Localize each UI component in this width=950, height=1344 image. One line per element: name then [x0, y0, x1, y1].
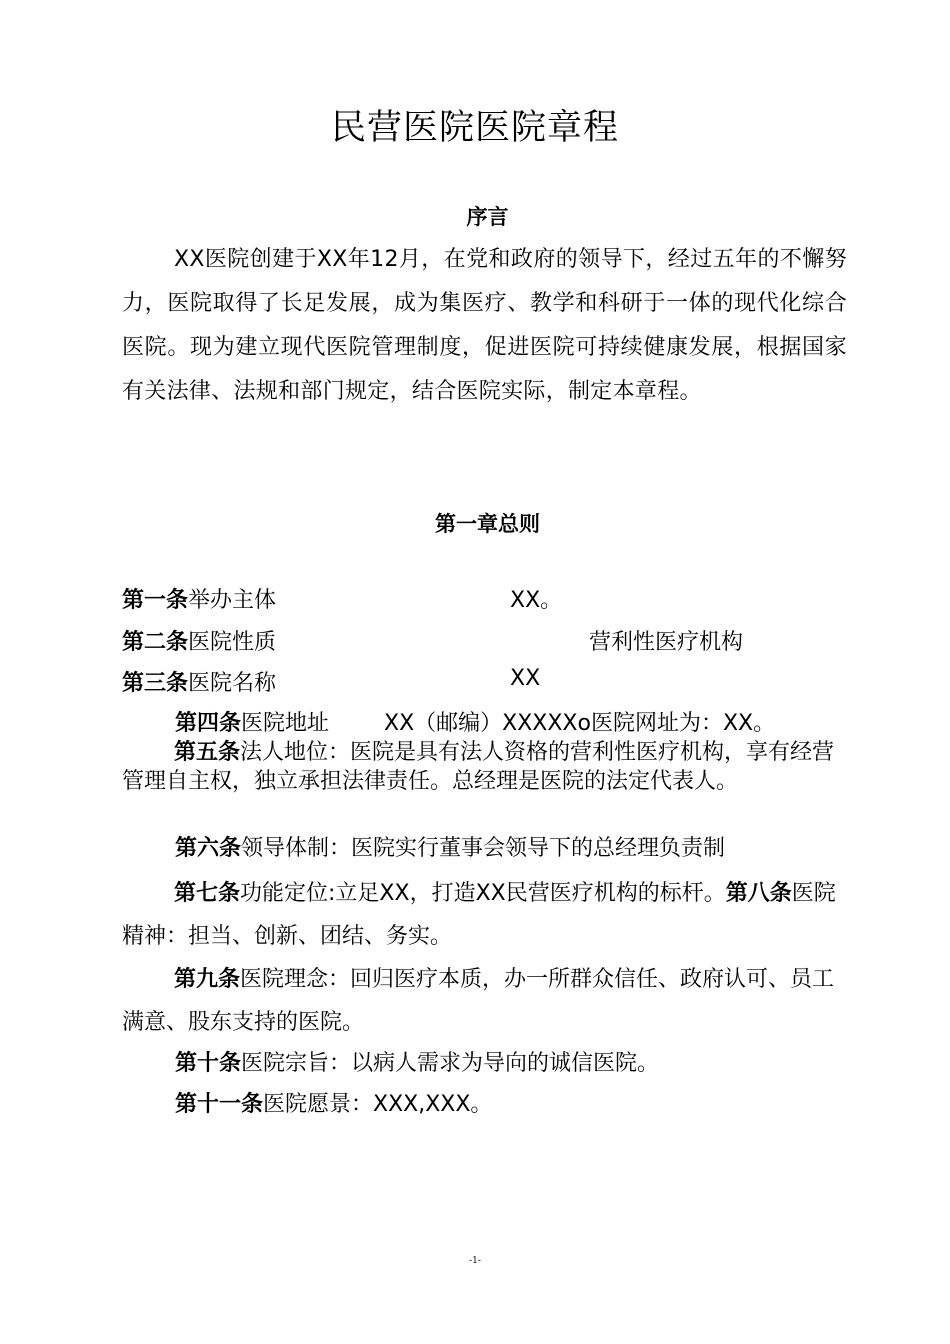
article-1-value: XX。: [510, 588, 563, 613]
article-text: 法人地位：医院是具有法人资格的营利性医疗机构，享有经营管理自主权，独立承担法律责任。总经理是医院的法定代表人。: [122, 740, 835, 794]
article-text: 领导体制：医院实行董事会领导下的总经理负责制: [241, 836, 726, 861]
article-label: 第五条: [174, 740, 241, 765]
article-label: 第十条: [175, 1051, 242, 1076]
document-title: 民营医院医院章程: [330, 108, 619, 148]
article-10: [175, 1046, 659, 1077]
article-label: 第八条: [725, 881, 792, 906]
article-text: 医院理念：回归医疗本质，办一所群众信任、政府认可、员工满意、股东支持的医院。: [122, 967, 835, 1035]
article-label: 第一条: [122, 588, 189, 613]
article-field: 医院地址: [241, 711, 330, 736]
article-text: 功能定位:立足XX，打造XX民营医疗机构的标杆。: [240, 881, 726, 906]
article-label: 第二条: [122, 630, 189, 655]
preface-paragraph: XX医院创建于XX年12月，在党和政府的领导下，经过五年的不懈努力，医院取得了长足发展，成为集医疗、教学和科研于一体的现代化综合医院。现为建立现代医院管理制度，促进医院可持续健康发展，根据国家有关法律、法规和部门规定，结合医院实际，制定本章程。: [122, 247, 847, 404]
article-label: 第三条: [122, 671, 189, 696]
page-number: -1-: [469, 1256, 481, 1266]
article-5: [122, 738, 847, 796]
article-7-8: [122, 872, 842, 958]
article-6: [175, 831, 725, 862]
article-label: 第七条: [174, 881, 241, 906]
preface-heading: 序言: [466, 205, 509, 229]
article-4-value: XX（邮编）XXXXXo医院网址为：XX。: [384, 711, 776, 736]
article-2: [122, 625, 276, 656]
article-field: 举办主体: [188, 588, 277, 613]
article-text: 医院宗旨：以病人需求为导向的诚信医院。: [241, 1051, 660, 1076]
article-text: 医院精神：担当、创新、团结、务实。: [122, 881, 836, 949]
article-4: [175, 706, 329, 737]
article-2-value: 营利性医疗机构: [589, 630, 744, 655]
article-label: 第九条: [174, 967, 241, 992]
article-label: 第十一条: [175, 1092, 264, 1117]
article-11: [175, 1087, 492, 1118]
article-field: 医院性质: [188, 630, 277, 655]
article-3-value: XX: [510, 666, 541, 691]
article-1: [122, 583, 276, 614]
article-9: [122, 958, 852, 1044]
article-label: 第四条: [175, 711, 242, 736]
article-label: 第六条: [175, 836, 242, 861]
article-field: 医院名称: [188, 671, 277, 696]
article-3: [122, 666, 276, 697]
article-text: 医院愿景：XXX,XXX。: [263, 1092, 493, 1117]
chapter-heading: 第一章总则: [435, 512, 540, 536]
